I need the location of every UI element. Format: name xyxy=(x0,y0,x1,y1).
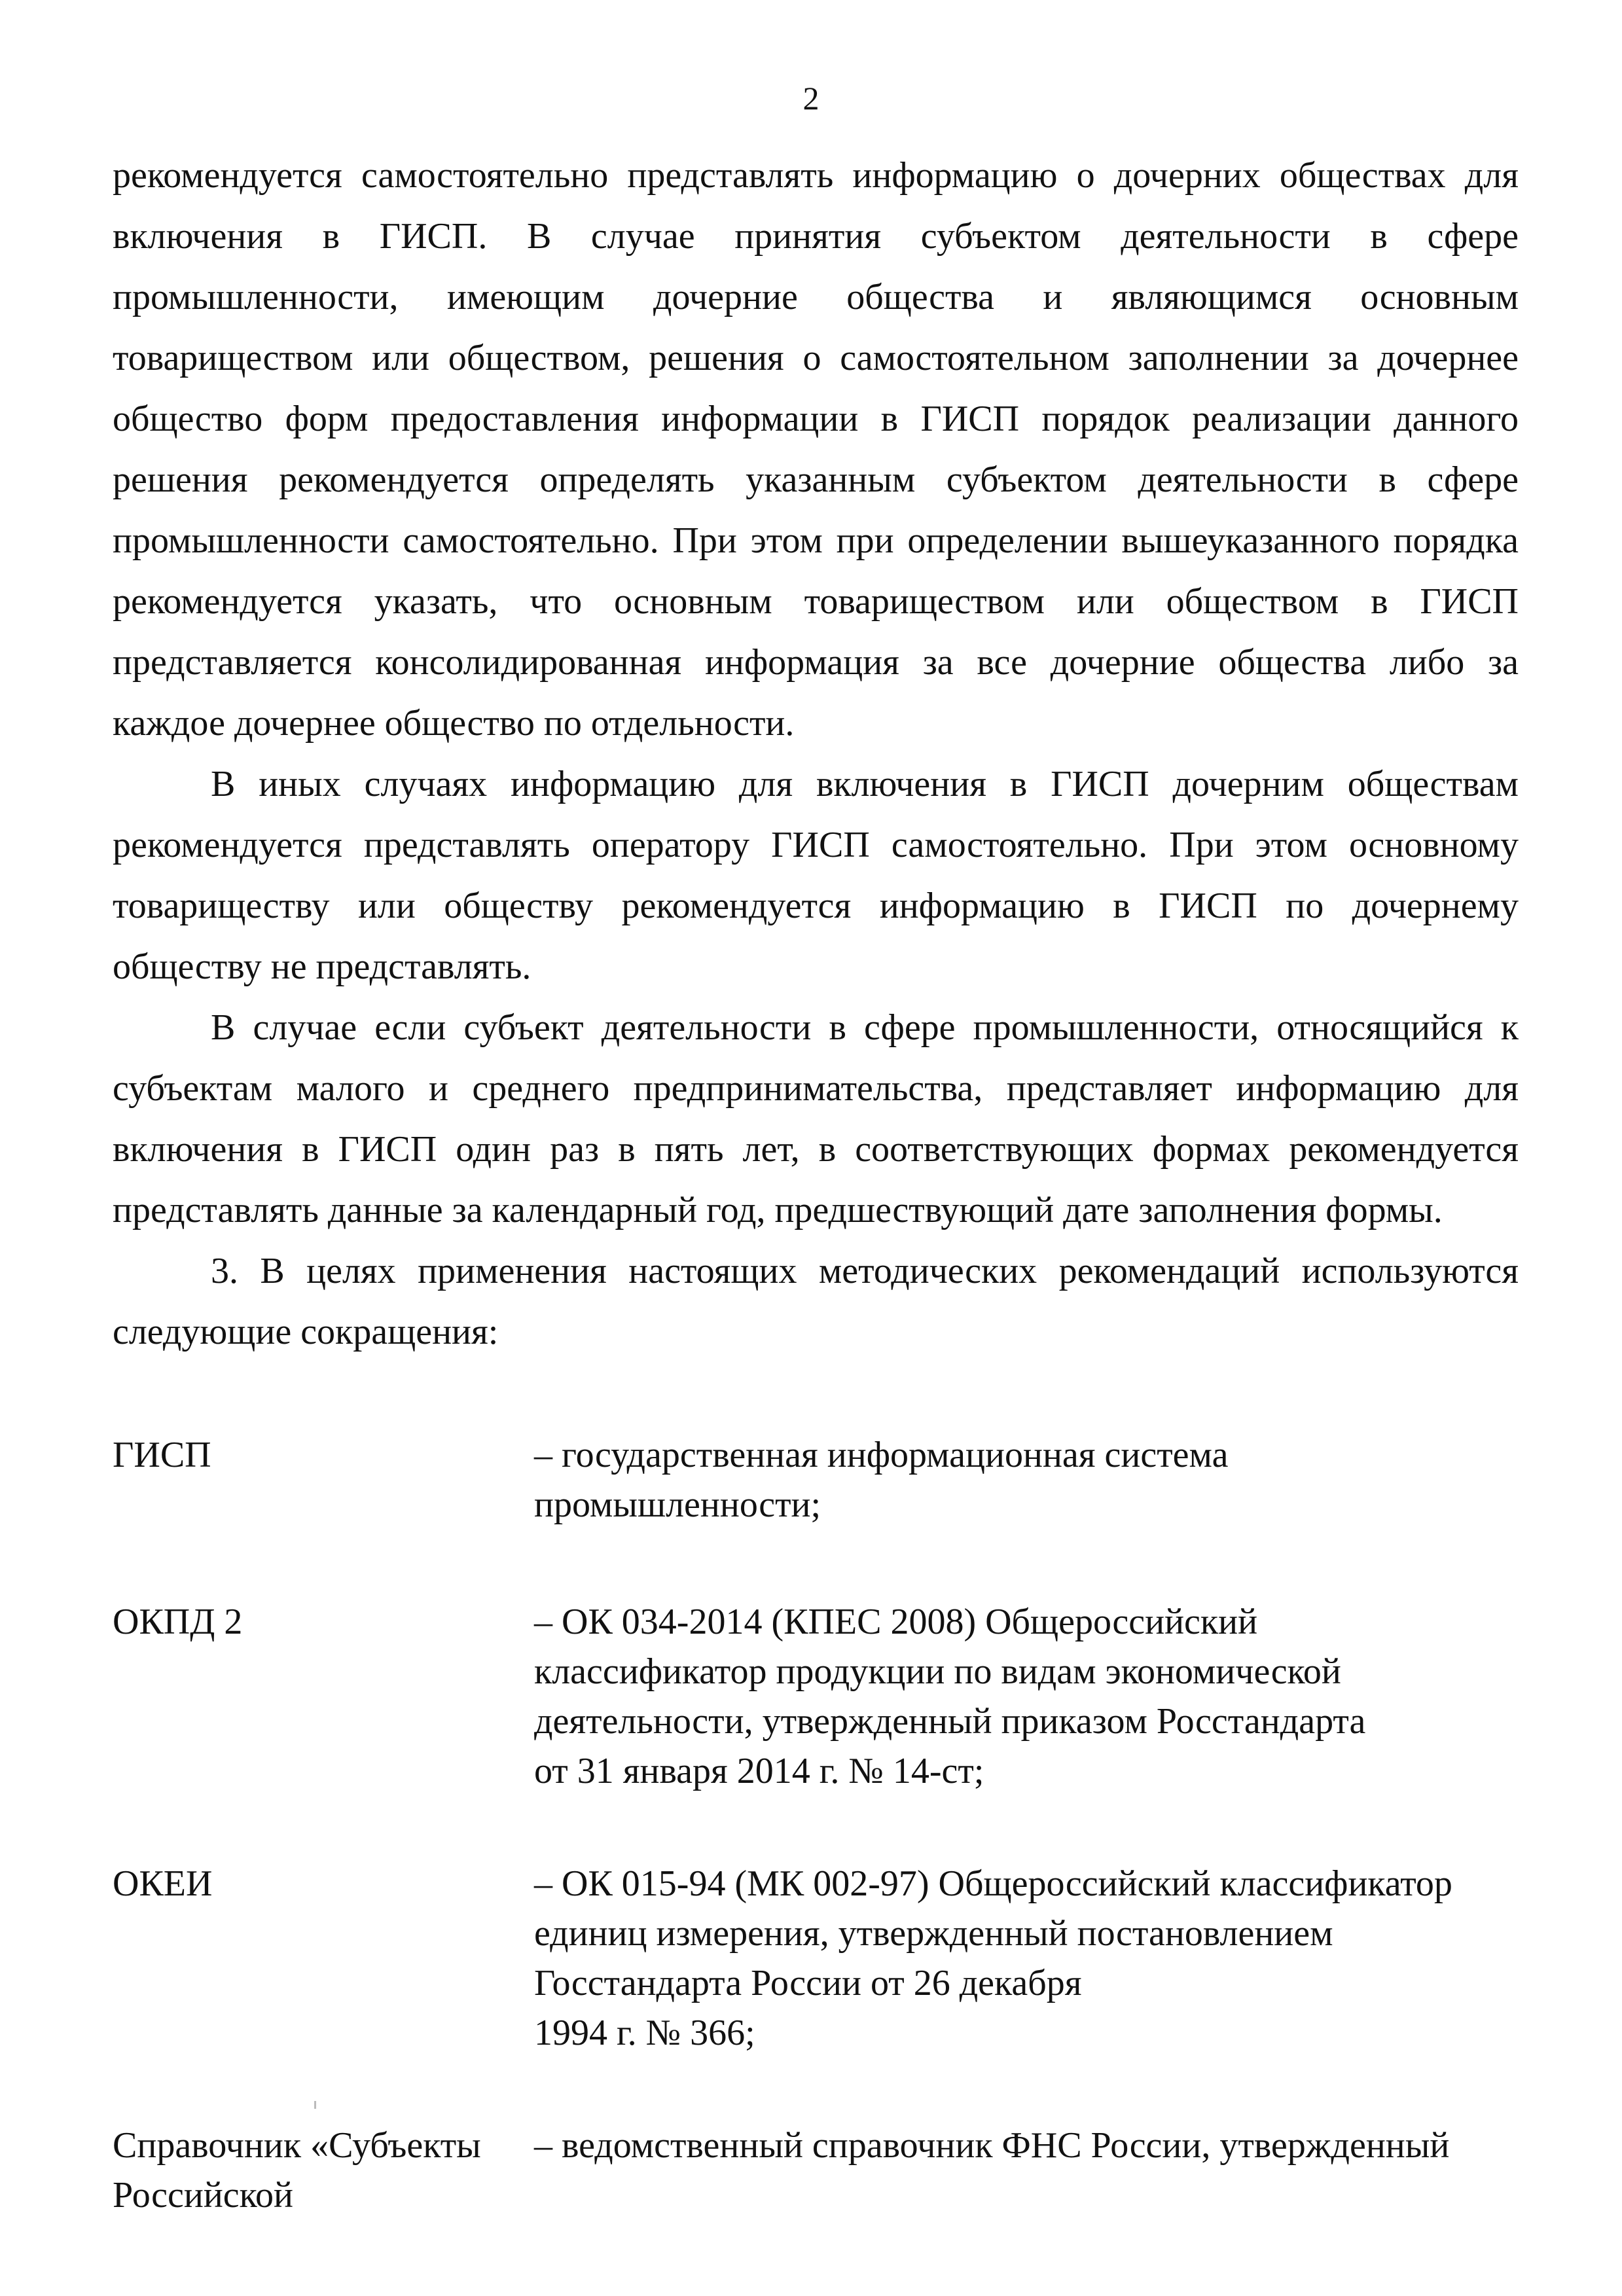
abbreviation-term xyxy=(113,2121,532,2220)
abbreviation-term: ОКПД 2 xyxy=(113,1602,243,1642)
definition-line: – ОК 034-2014 (КПЕС 2008) Общероссийский xyxy=(534,1602,1258,1642)
definition-line: – государственная информационная система xyxy=(534,1435,1229,1475)
abbreviation-term: ГИСП xyxy=(113,1435,211,1475)
paragraph-subsidiaries: рекомендуется самостоятельно представлять информацию о дочерних обществах для включения в ГИСП. В случае принятия субъектом деятельности в сфере промышленности, имеющим дочерние общества и являющимся основным товариществом или обществом, решения о самостоятельном заполнении за дочернее общество форм предоставления информации в ГИСП порядок реализации данного решения рекомендуется определять указанным субъектом деятельности в сфере промышленности самостоятельно. При этом при определении вышеуказанного порядка рекомендуется указать, что основным товариществом или обществом в ГИСП представляется консолидированная информация за все дочерние общества либо за каждое дочернее общество по отдельности. xyxy=(113,155,1519,744)
abbreviation-definition xyxy=(534,1859,1516,2058)
term-line: Российской xyxy=(113,2175,293,2215)
paragraph-small-business: В случае если субъект деятельности в сфере промышленности, относящийся к субъектам малого и среднего предпринимательства, представляет информацию для включения в ГИСП один раз в пять лет, в соответствующих формах рекомендуется представлять данные за календарный год, предшествующий дате заполнения формы. xyxy=(113,1007,1519,1230)
definition-line: 1994 г. № 366; xyxy=(534,2013,755,2053)
definition-line: – ведомственный справочник ФНС России, утвержденный xyxy=(534,2125,1450,2166)
abbreviation-definition xyxy=(534,1597,1516,1796)
definition-line: промышленности; xyxy=(534,1484,821,1525)
definition-line: – ОК 015-94 (МК 002-97) Общероссийский классификатор xyxy=(534,1863,1452,1904)
abbreviation-term: ОКЕИ xyxy=(113,1863,213,1904)
definition-line: Госстандарта России от 26 декабря xyxy=(534,1963,1082,2003)
scan-artifact xyxy=(314,2101,316,2109)
abbreviation-definition xyxy=(534,1430,1516,1530)
definition-line: от 31 января 2014 г. № 14-ст; xyxy=(534,1751,984,1791)
paragraph-abbreviations-intro: 3. В целях применения настоящих методических рекомендаций используются следующие сокращения: xyxy=(113,1251,1519,1352)
definition-line: классификатор продукции по видам экономической xyxy=(534,1651,1341,1692)
definition-line: единиц измерения, утвержденный постановлением xyxy=(534,1913,1333,1954)
definition-line: деятельности, утвержденный приказом Росстандарта xyxy=(534,1701,1366,1742)
term-line: Справочник «Субъекты xyxy=(113,2125,481,2166)
body-text xyxy=(113,145,1519,1363)
paragraph-other-cases: В иных случаях информацию для включения в ГИСП дочерним обществам рекомендуется представлять оператору ГИСП самостоятельно. При этом основному товариществу или обществу рекомендуется информацию в ГИСП по дочернему обществу не представлять. xyxy=(113,764,1519,987)
page-number: 2 xyxy=(802,80,820,117)
abbreviation-definition xyxy=(534,2121,1516,2170)
